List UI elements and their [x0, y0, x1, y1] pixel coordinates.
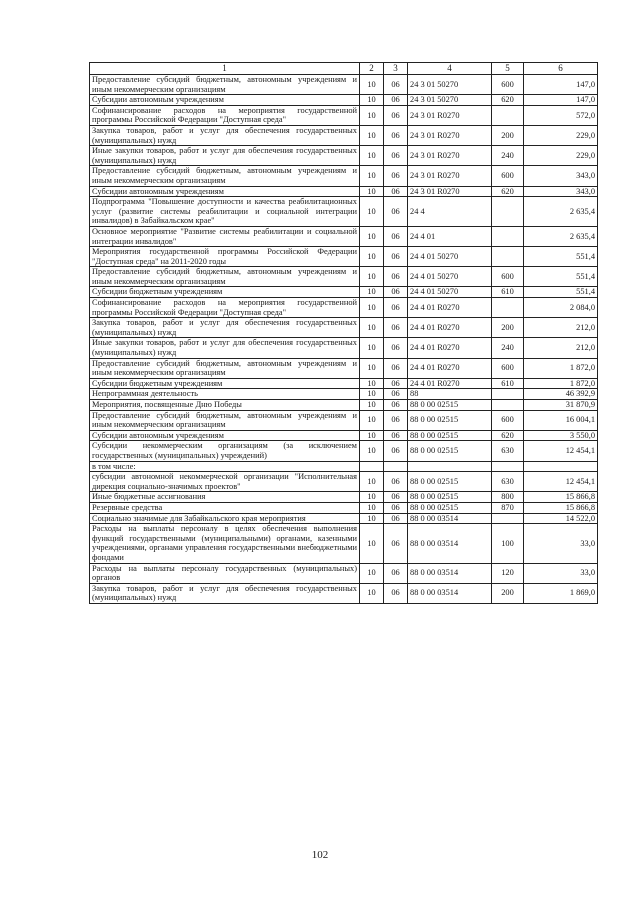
table-header-row: [90, 63, 598, 75]
row-target-article: 24 4 01 R0270: [408, 338, 492, 358]
row-section: 10: [360, 441, 384, 461]
row-amount: 33,0: [524, 563, 598, 583]
header-col-2: 2: [360, 63, 384, 75]
row-expense-type: 800: [492, 492, 524, 503]
row-amount: 229,0: [524, 146, 598, 166]
row-expense-type: 600: [492, 166, 524, 186]
page-number: 102: [311, 849, 329, 861]
table-row: [90, 125, 598, 145]
row-expense-type: [492, 389, 524, 400]
row-name: Субсидии автономным учреждениям: [90, 430, 360, 441]
row-expense-type: 630: [492, 472, 524, 492]
table-row: [90, 267, 598, 287]
row-expense-type: 600: [492, 410, 524, 430]
row-expense-type: [492, 400, 524, 411]
row-amount: 16 004,1: [524, 410, 598, 430]
table-row: [90, 461, 598, 472]
row-name: Субсидии бюджетным учреждениям: [90, 378, 360, 389]
row-name: Софинансирование расходов на мероприятия государственной программы Российской Федерации "Доступная среда": [90, 105, 360, 125]
row-name: Резервные средства: [90, 502, 360, 513]
row-subsection: 06: [384, 125, 408, 145]
row-name: Основное мероприятие "Развитие системы реабилитации и социальной интеграции инвалидов": [90, 226, 360, 246]
row-target-article: 24 3 01 R0270: [408, 166, 492, 186]
row-subsection: 06: [384, 502, 408, 513]
row-section: 10: [360, 358, 384, 378]
row-section: 10: [360, 338, 384, 358]
table-row: [90, 430, 598, 441]
row-subsection: 06: [384, 197, 408, 227]
row-subsection: 06: [384, 430, 408, 441]
row-expense-type: [492, 226, 524, 246]
row-expense-type: 600: [492, 75, 524, 95]
row-amount: 15 866,8: [524, 502, 598, 513]
row-section: 10: [360, 513, 384, 524]
row-section: 10: [360, 298, 384, 318]
row-amount: 2 635,4: [524, 226, 598, 246]
row-subsection: 06: [384, 318, 408, 338]
row-subsection: 06: [384, 492, 408, 503]
table-row: [90, 318, 598, 338]
row-amount: 12 454,1: [524, 441, 598, 461]
row-name: Подпрограмма "Повышение доступности и качества реабилитационных услуг (развитие системы реабилитации и социальной интеграции инвалидов) в Забайкальском крае": [90, 197, 360, 227]
table-row: [90, 226, 598, 246]
row-target-article: 24 4 01 50270: [408, 247, 492, 267]
row-name: Мероприятия государственной программы Российской Федерации "Доступная среда" на 2011-2020 годы: [90, 247, 360, 267]
row-amount: 3 550,0: [524, 430, 598, 441]
row-name: Субсидии некоммерческим организациям (за исключением государственных (муниципальных) учреждений): [90, 441, 360, 461]
row-section: 10: [360, 410, 384, 430]
row-name: Субсидии автономным учреждениям: [90, 95, 360, 106]
row-amount: 14 522,0: [524, 513, 598, 524]
row-expense-type: [492, 513, 524, 524]
row-subsection: 06: [384, 378, 408, 389]
row-section: 10: [360, 166, 384, 186]
row-target-article: 24 4 01 R0270: [408, 318, 492, 338]
header-col-5: 5: [492, 63, 524, 75]
row-amount: 2 635,4: [524, 197, 598, 227]
row-target-article: 24 3 01 R0270: [408, 105, 492, 125]
row-section: 10: [360, 247, 384, 267]
row-amount: 343,0: [524, 186, 598, 197]
budget-table: [89, 62, 598, 604]
table-row: [90, 400, 598, 411]
row-section: 10: [360, 267, 384, 287]
row-target-article: 88 0 00 03514: [408, 524, 492, 563]
row-subsection: 06: [384, 513, 408, 524]
row-amount: 572,0: [524, 105, 598, 125]
row-name: Предоставление субсидий бюджетным, автономным учреждениям и иным некоммерческим организациям: [90, 75, 360, 95]
row-section: 10: [360, 583, 384, 603]
row-name: Иные закупки товаров, работ и услуг для обеспечения государственных (муниципальных) нужд: [90, 338, 360, 358]
row-section: 10: [360, 502, 384, 513]
row-subsection: 06: [384, 226, 408, 246]
row-amount: 229,0: [524, 125, 598, 145]
row-amount: 46 392,9: [524, 389, 598, 400]
table-row: [90, 146, 598, 166]
row-section: 10: [360, 105, 384, 125]
row-section: 10: [360, 378, 384, 389]
table-row: [90, 492, 598, 503]
row-subsection: 06: [384, 563, 408, 583]
row-subsection: 06: [384, 166, 408, 186]
row-amount: 212,0: [524, 318, 598, 338]
row-name: в том числе:: [90, 461, 360, 472]
table-row: [90, 197, 598, 227]
row-amount: 343,0: [524, 166, 598, 186]
row-amount: 147,0: [524, 95, 598, 106]
table-row: [90, 563, 598, 583]
row-amount: [524, 461, 598, 472]
row-target-article: 88 0 00 02515: [408, 430, 492, 441]
table-row: [90, 75, 598, 95]
row-subsection: 06: [384, 338, 408, 358]
row-expense-type: [492, 197, 524, 227]
row-expense-type: [492, 461, 524, 472]
row-expense-type: 620: [492, 430, 524, 441]
row-section: 10: [360, 430, 384, 441]
table-row: [90, 105, 598, 125]
row-subsection: 06: [384, 186, 408, 197]
table-row: [90, 389, 598, 400]
table-row: [90, 472, 598, 492]
row-name: Закупка товаров, работ и услуг для обеспечения государственных (муниципальных) нужд: [90, 583, 360, 603]
row-name: Мероприятия, посвященные Дню Победы: [90, 400, 360, 411]
row-name: Софинансирование расходов на мероприятия государственной программы Российской Федерации "Доступная среда": [90, 298, 360, 318]
row-name: Иные бюджетные ассигнования: [90, 492, 360, 503]
row-name: Закупка товаров, работ и услуг для обеспечения государственных (муниципальных) нужд: [90, 318, 360, 338]
row-name: Непрограммная деятельность: [90, 389, 360, 400]
row-section: 10: [360, 197, 384, 227]
row-subsection: 06: [384, 267, 408, 287]
row-amount: 31 870,9: [524, 400, 598, 411]
row-section: 10: [360, 318, 384, 338]
row-section: 10: [360, 146, 384, 166]
row-expense-type: 120: [492, 563, 524, 583]
row-expense-type: 600: [492, 267, 524, 287]
row-target-article: 24 4 01 50270: [408, 267, 492, 287]
table-row: [90, 166, 598, 186]
row-target-article: 88 0 00 03514: [408, 513, 492, 524]
row-target-article: 24 4 01: [408, 226, 492, 246]
row-target-article: 88 0 00 02515: [408, 502, 492, 513]
header-col-3: 3: [384, 63, 408, 75]
row-expense-type: 620: [492, 95, 524, 106]
header-col-6: 6: [524, 63, 598, 75]
table-row: [90, 441, 598, 461]
table-row: [90, 338, 598, 358]
row-expense-type: 620: [492, 186, 524, 197]
row-target-article: 88: [408, 389, 492, 400]
row-subsection: 06: [384, 400, 408, 411]
row-amount: 551,4: [524, 287, 598, 298]
row-expense-type: 100: [492, 524, 524, 563]
row-section: 10: [360, 389, 384, 400]
row-name: субсидии автономной некоммерческой организации "Исполнительная дирекция социально-значимых проектов": [90, 472, 360, 492]
row-subsection: 06: [384, 410, 408, 430]
row-section: 10: [360, 287, 384, 298]
row-section: [360, 461, 384, 472]
table-row: [90, 298, 598, 318]
row-section: 10: [360, 125, 384, 145]
row-expense-type: [492, 247, 524, 267]
row-target-article: 88 0 00 03514: [408, 563, 492, 583]
row-expense-type: 600: [492, 358, 524, 378]
row-section: 10: [360, 95, 384, 106]
row-subsection: 06: [384, 472, 408, 492]
table-body: [90, 75, 598, 604]
row-subsection: 06: [384, 358, 408, 378]
row-expense-type: 240: [492, 146, 524, 166]
row-expense-type: 610: [492, 378, 524, 389]
row-target-article: 24 3 01 50270: [408, 75, 492, 95]
row-name: Предоставление субсидий бюджетным, автономным учреждениям и иным некоммерческим организациям: [90, 166, 360, 186]
row-target-article: 88 0 00 02515: [408, 441, 492, 461]
row-target-article: 24 4 01 R0270: [408, 298, 492, 318]
table-row: [90, 378, 598, 389]
row-name: Социально значимые для Забайкальского края мероприятия: [90, 513, 360, 524]
row-amount: 12 454,1: [524, 472, 598, 492]
row-target-article: 88 0 00 03514: [408, 583, 492, 603]
row-section: 10: [360, 472, 384, 492]
row-section: 10: [360, 75, 384, 95]
row-target-article: 24 3 01 R0270: [408, 146, 492, 166]
row-expense-type: 870: [492, 502, 524, 513]
table-row: [90, 247, 598, 267]
row-subsection: 06: [384, 441, 408, 461]
row-amount: 147,0: [524, 75, 598, 95]
row-name: Субсидии автономным учреждениям: [90, 186, 360, 197]
row-expense-type: [492, 105, 524, 125]
row-section: 10: [360, 563, 384, 583]
row-target-article: 24 3 01 R0270: [408, 186, 492, 197]
row-section: 10: [360, 226, 384, 246]
row-target-article: 24 4 01 R0270: [408, 378, 492, 389]
row-expense-type: 630: [492, 441, 524, 461]
row-target-article: 24 4 01 50270: [408, 287, 492, 298]
row-subsection: 06: [384, 287, 408, 298]
row-amount: 1 872,0: [524, 378, 598, 389]
row-target-article: 88 0 00 02515: [408, 400, 492, 411]
row-target-article: [408, 461, 492, 472]
row-target-article: 88 0 00 02515: [408, 410, 492, 430]
row-subsection: 06: [384, 75, 408, 95]
row-name: Иные закупки товаров, работ и услуг для обеспечения государственных (муниципальных) нужд: [90, 146, 360, 166]
row-subsection: 06: [384, 95, 408, 106]
row-subsection: 06: [384, 298, 408, 318]
row-amount: 212,0: [524, 338, 598, 358]
row-target-article: 24 3 01 50270: [408, 95, 492, 106]
table-row: [90, 186, 598, 197]
row-subsection: 06: [384, 247, 408, 267]
row-subsection: [384, 461, 408, 472]
row-subsection: 06: [384, 389, 408, 400]
row-subsection: 06: [384, 524, 408, 563]
row-name: Закупка товаров, работ и услуг для обеспечения государственных (муниципальных) нужд: [90, 125, 360, 145]
row-amount: 1 872,0: [524, 358, 598, 378]
row-name: Субсидии бюджетным учреждениям: [90, 287, 360, 298]
row-amount: 551,4: [524, 267, 598, 287]
row-target-article: 24 4: [408, 197, 492, 227]
row-expense-type: 200: [492, 583, 524, 603]
row-subsection: 06: [384, 146, 408, 166]
row-subsection: 06: [384, 105, 408, 125]
header-col-4: 4: [408, 63, 492, 75]
row-name: Предоставление субсидий бюджетным, автономным учреждениям и иным некоммерческим организациям: [90, 410, 360, 430]
row-target-article: 88 0 00 02515: [408, 492, 492, 503]
table-row: [90, 583, 598, 603]
table-row: [90, 95, 598, 106]
row-amount: 551,4: [524, 247, 598, 267]
row-amount: 1 869,0: [524, 583, 598, 603]
table-row: [90, 358, 598, 378]
row-expense-type: 240: [492, 338, 524, 358]
row-name: Предоставление субсидий бюджетным, автономным учреждениям и иным некоммерческим организациям: [90, 267, 360, 287]
row-target-article: 24 4 01 R0270: [408, 358, 492, 378]
row-subsection: 06: [384, 583, 408, 603]
row-name: Расходы на выплаты персоналу в целях обеспечения выполнения функций государственными (муниципальными) органами, казенными учреждениями, органами управления государственными внебюджетными фондами: [90, 524, 360, 563]
row-amount: 2 084,0: [524, 298, 598, 318]
row-expense-type: [492, 298, 524, 318]
row-target-article: 88 0 00 02515: [408, 472, 492, 492]
row-section: 10: [360, 186, 384, 197]
row-target-article: 24 3 01 R0270: [408, 125, 492, 145]
table-row: [90, 410, 598, 430]
row-expense-type: 610: [492, 287, 524, 298]
row-section: 10: [360, 400, 384, 411]
row-name: Предоставление субсидий бюджетным, автономным учреждениям и иным некоммерческим организациям: [90, 358, 360, 378]
row-section: 10: [360, 492, 384, 503]
row-expense-type: 200: [492, 318, 524, 338]
row-amount: 15 866,8: [524, 492, 598, 503]
row-name: Расходы на выплаты персоналу государственных (муниципальных) органов: [90, 563, 360, 583]
row-amount: 33,0: [524, 524, 598, 563]
table-row: [90, 513, 598, 524]
table-row: [90, 524, 598, 563]
header-col-1: 1: [90, 63, 360, 75]
row-expense-type: 200: [492, 125, 524, 145]
table-row: [90, 287, 598, 298]
row-section: 10: [360, 524, 384, 563]
table-row: [90, 502, 598, 513]
